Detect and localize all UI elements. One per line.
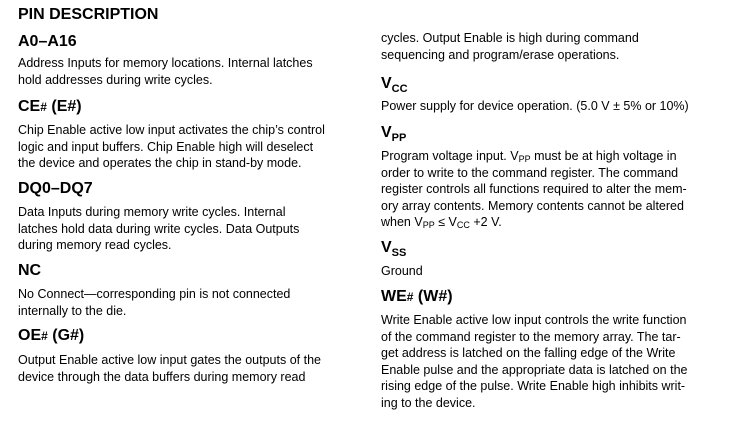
desc-line: Power supply for device operation. (5.0 V ± 5% or 10%) (381, 99, 689, 113)
text-run: ≤ V (434, 215, 457, 229)
pin-title-vss (381, 239, 406, 257)
text-run: +2 V. (469, 215, 502, 229)
pin-title-vcc (381, 75, 408, 93)
subscript: PP (422, 220, 435, 230)
pin-hash: # (41, 329, 48, 343)
desc-line: Chip Enable active low input activates the chip’s control (18, 123, 325, 137)
pin-name: V (381, 239, 392, 256)
desc-line (381, 214, 713, 231)
pin-desc-ce (18, 122, 350, 172)
desc-line: device through the data buffers during memory read (18, 369, 306, 384)
desc-line: register controls all functions required to alter the mem- (381, 182, 687, 196)
desc-line: Address Inputs for memory locations. Internal latches (18, 56, 313, 70)
desc-line: during memory read cycles. (18, 238, 172, 252)
pin-desc-nc (18, 286, 350, 319)
pin-hash: # (40, 100, 47, 114)
pin-desc-a0-a16 (18, 55, 350, 88)
text-run: when V (381, 215, 423, 229)
pin-desc-vcc (381, 98, 716, 115)
pin-name: V (381, 124, 392, 141)
subscript: CC (456, 220, 470, 230)
pin-title-we (381, 288, 453, 306)
pin-title-dq: DQ0–DQ7 (18, 180, 93, 197)
pin-subscript: SS (391, 247, 407, 259)
desc-line: Ground (381, 264, 423, 278)
pin-title-ce (18, 98, 82, 116)
pin-alias: (G#) (47, 327, 85, 344)
desc-line: ory array contents. Memory contents cannot be altered (381, 198, 684, 213)
pin-name: WE (381, 288, 407, 305)
desc-line: internally to the die. (18, 303, 127, 318)
pin-desc-oe-continued (381, 30, 671, 63)
desc-line: hold addresses during write cycles. (18, 72, 213, 87)
pin-subscript: PP (391, 132, 407, 144)
pin-name: OE (18, 327, 42, 344)
subscript: PP (518, 154, 531, 164)
pin-subscript: CC (391, 83, 408, 95)
pin-alias: (E#) (46, 98, 82, 115)
desc-line: Data Inputs during memory write cycles. Internal (18, 205, 286, 219)
pin-desc-vss (381, 263, 716, 280)
desc-line: ing to the device. (381, 395, 476, 410)
desc-line: get address is latched on the falling edge of the Write (381, 346, 676, 360)
desc-line: cycles. Output Enable is high during command (381, 31, 639, 45)
pin-title-oe (18, 327, 84, 345)
pin-title-nc: NC (18, 262, 42, 279)
pin-desc-dq (18, 204, 350, 254)
desc-line: Output Enable active low input gates the outputs of the (18, 353, 321, 367)
desc-line: No Connect—corresponding pin is not connected (18, 287, 291, 301)
pin-desc-we (381, 312, 713, 411)
pin-desc-oe (18, 352, 350, 385)
desc-line (381, 148, 713, 165)
section-title: PIN DESCRIPTION (18, 6, 159, 23)
pin-title-vpp (381, 124, 406, 142)
desc-line: rising edge of the pulse. Write Enable high inhibits writ- (381, 379, 686, 393)
text-run: must be at high voltage in (530, 149, 677, 163)
pin-name: V (381, 75, 392, 92)
pin-desc-vpp (381, 148, 713, 231)
text-run: Program voltage input. V (381, 149, 519, 163)
pin-name: CE (18, 98, 41, 115)
pin-alias: (W#) (413, 288, 453, 305)
desc-line: Write Enable active low input controls the write function (381, 313, 687, 327)
desc-line: of the command register to the memory array. The tar- (381, 329, 681, 344)
desc-line: the device and operates the chip in stand-by mode. (18, 156, 302, 170)
desc-line: logic and input buffers. Chip Enable high will deselect (18, 139, 314, 154)
pin-title-a0-a16: A0–A16 (18, 33, 77, 50)
desc-line: Enable pulse and the appropriate data is latched on the (381, 362, 688, 377)
pin-hash: # (406, 290, 414, 304)
desc-line: sequencing and program/erase operations. (381, 47, 620, 62)
desc-line: latches hold data during write cycles. Data Outputs (18, 221, 300, 236)
desc-line: order to write to the command register. The command (381, 165, 679, 180)
